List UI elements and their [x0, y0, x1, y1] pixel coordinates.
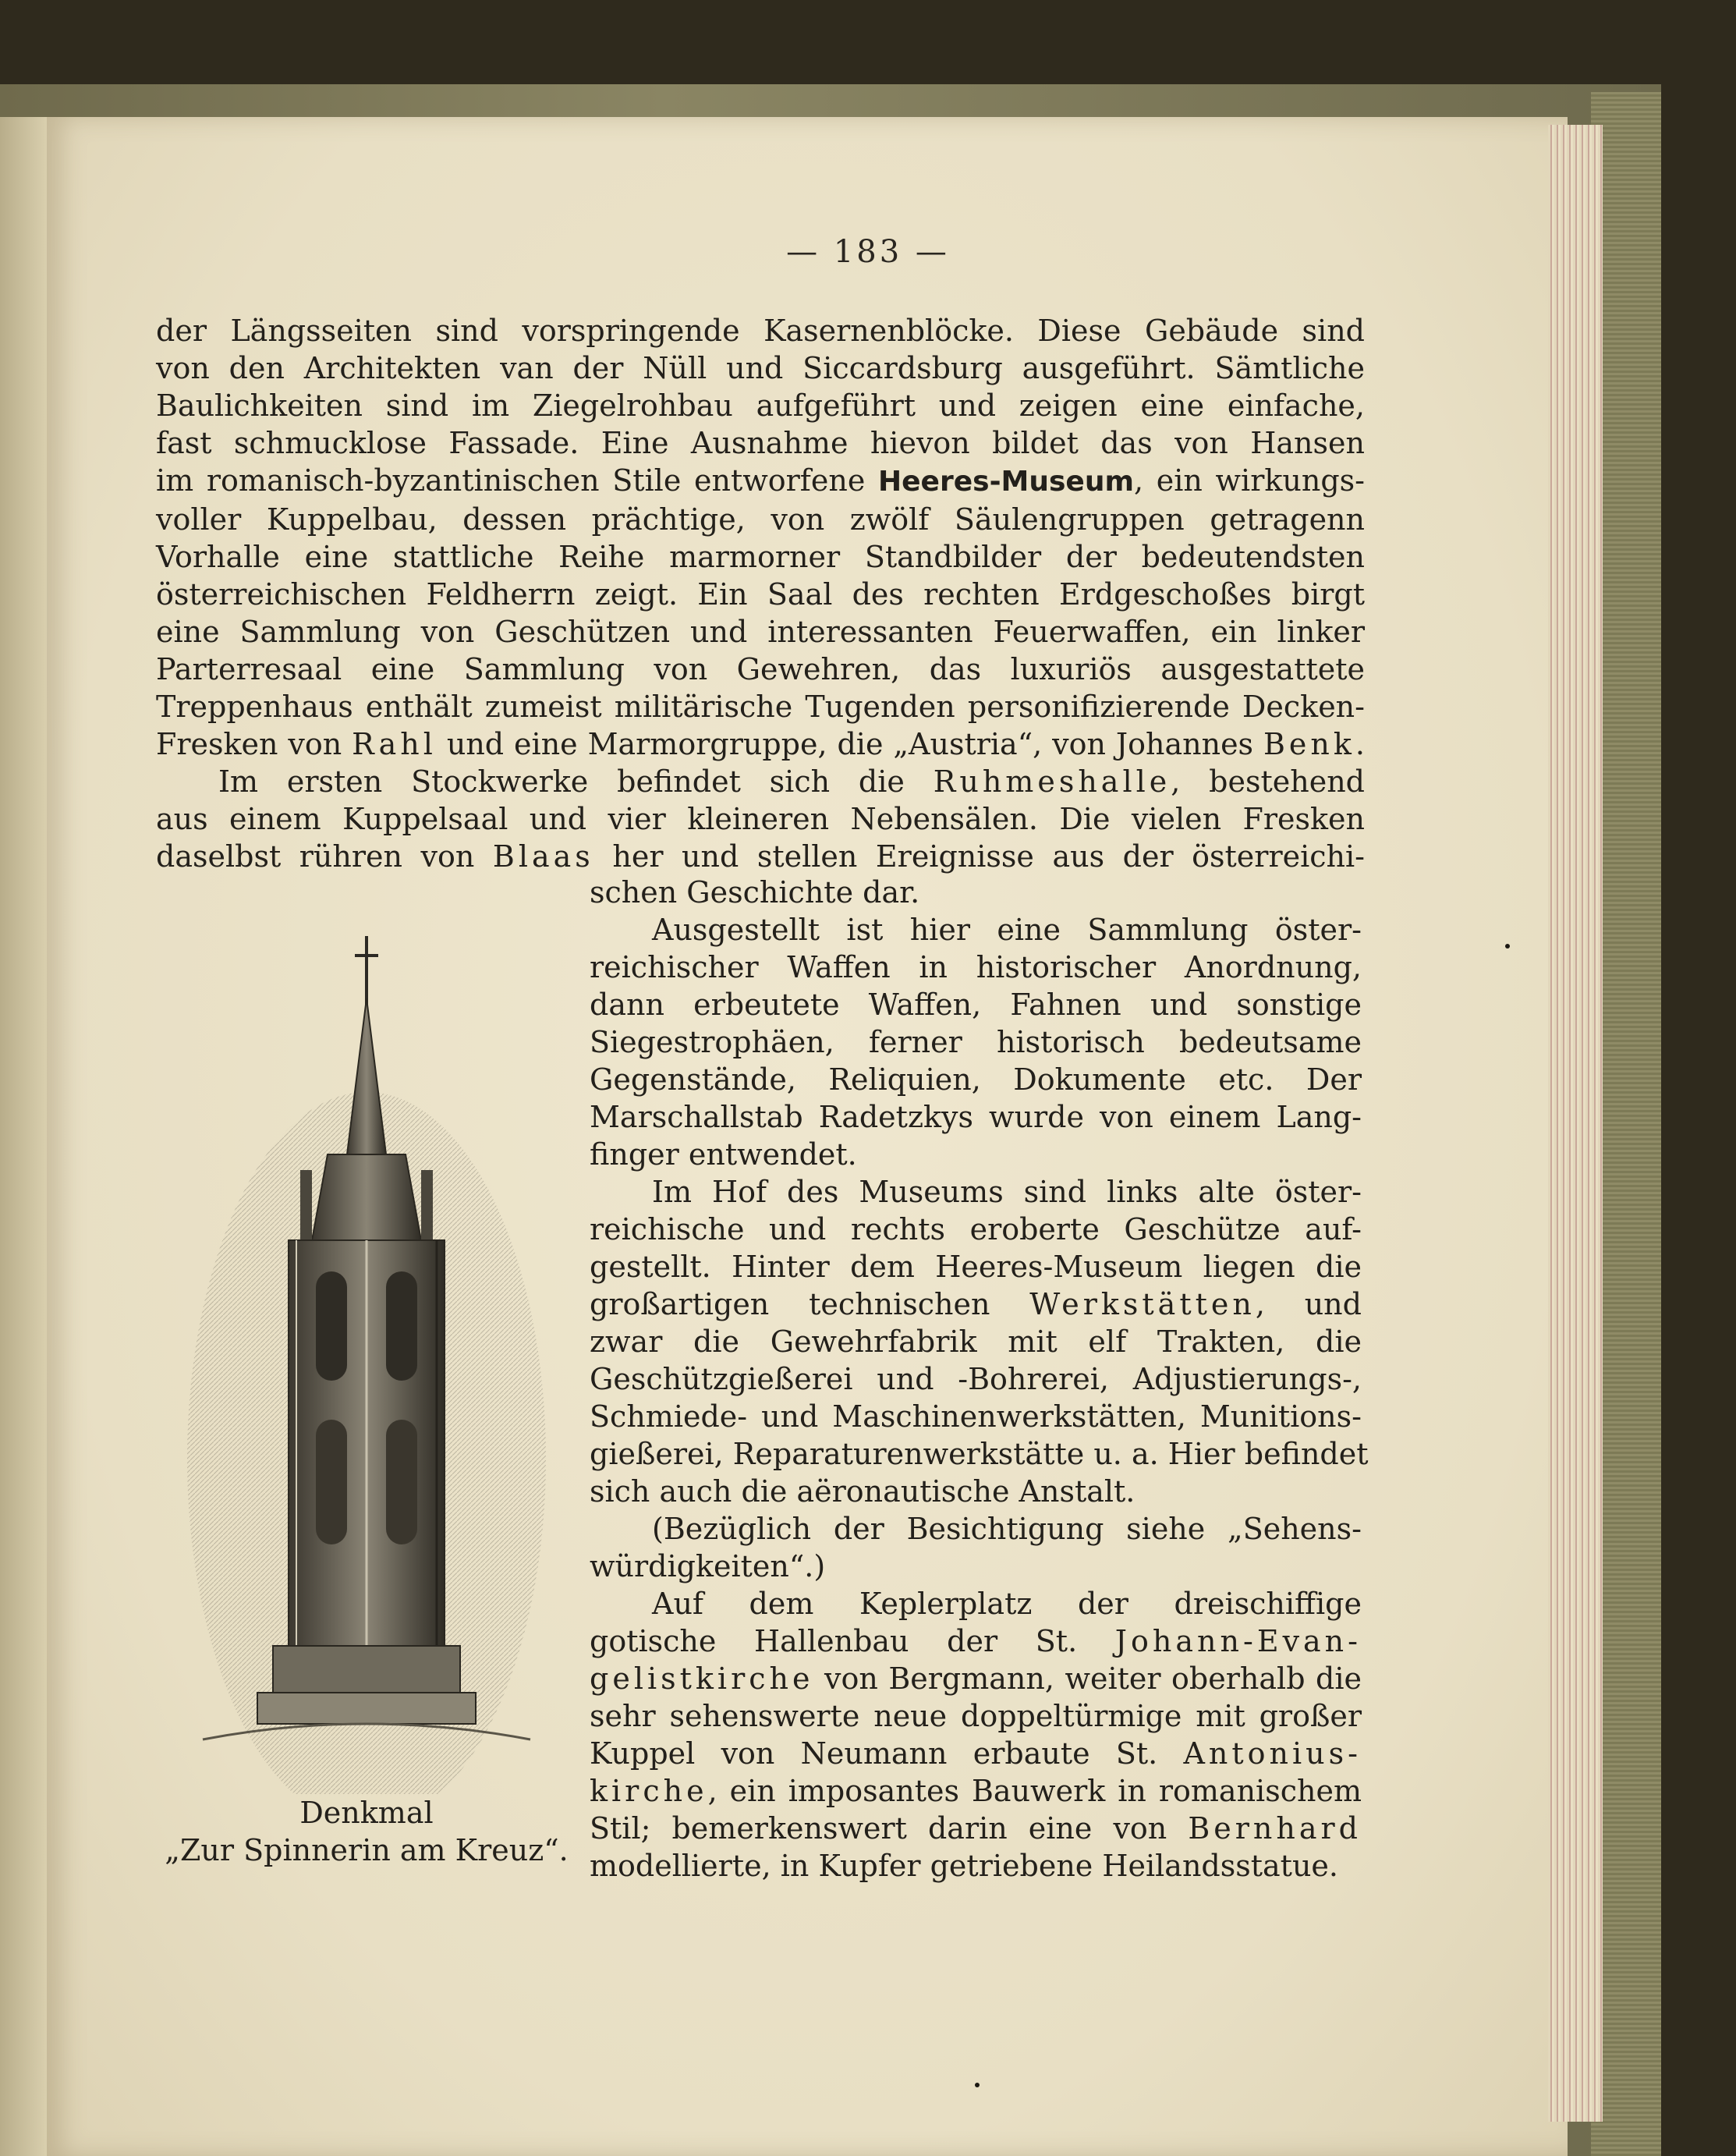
text-line: zwar die Gewehrfabrik mit elf Trakten, die	[590, 1324, 1362, 1359]
text-line: fast schmucklose Fassade. Eine Ausnahme hievon bildet das von Hansen	[156, 426, 1365, 460]
term-antonius: Antonius-	[1183, 1736, 1362, 1771]
text-line: sehr sehenswerte neue doppeltürmige mit großer	[590, 1699, 1362, 1733]
text-line	[156, 763, 1365, 800]
text-line: schen Geschichte dar.	[590, 875, 920, 910]
text-run: und eine Marmorgruppe, die „Austria“, von Johannes	[436, 727, 1263, 761]
text-run: .	[1355, 727, 1365, 761]
text-line	[590, 1735, 1362, 1772]
text-line: von den Architekten van der Nüll und Siccardsburg ausgeführt. Sämtliche	[156, 351, 1365, 385]
text-line	[590, 1660, 1362, 1697]
name-bernhard: Bernhard	[1188, 1811, 1362, 1846]
term-werkstaetten: Werkstätten	[1029, 1287, 1256, 1321]
text-line: reichische und rechts eroberte Geschütze auf-	[590, 1212, 1362, 1246]
text-run: Im ersten Stockwerke befindet sich die	[218, 764, 934, 799]
text-line: Auf dem Keplerplatz der dreischiffige	[652, 1587, 1362, 1621]
page-edges	[1548, 125, 1603, 2122]
text-run: , bestehend	[1171, 764, 1365, 799]
text-run: Kuppel von Neumann erbaute St.	[590, 1736, 1184, 1771]
text-run: Fresken von	[156, 727, 353, 761]
text-run: , ein wirkungs-	[1133, 463, 1365, 498]
text-line	[590, 1285, 1362, 1323]
text-line: gestellt. Hinter dem Heeres-Museum liegen die	[590, 1250, 1362, 1284]
text-run: im romanisch-byzantinischen Stile entworfene	[156, 463, 879, 498]
text-line: Im Hof des Museums sind links alte öster-	[652, 1175, 1362, 1209]
text-line: würdigkeiten“.)	[590, 1549, 826, 1583]
text-line: Vorhalle eine stattliche Reihe marmorner Standbilder der bedeutendsten	[156, 540, 1365, 574]
paper-speck	[1505, 944, 1510, 949]
text-run: Stil; bemerkenswert darin eine von	[590, 1811, 1189, 1846]
text-run: her und stellen Ereignisse aus der österreichi-	[593, 839, 1366, 874]
caption-line-2: „Zur Spinnerin am Kreuz“.	[165, 1833, 569, 1867]
text-line: Siegestrophäen, ferner historisch bedeutsame	[590, 1025, 1362, 1059]
text-line: Marschallstab Radetzkys wurde von einem Lang-	[590, 1100, 1362, 1134]
text-run: gotische Hallenbau der St.	[590, 1624, 1115, 1658]
text-run: , ein imposantes Bauwerk in romanischem	[707, 1774, 1362, 1808]
text-line: (Bezüglich der Besichtigung siehe „Sehens-	[652, 1512, 1362, 1546]
text-line: der Längsseiten sind vorspringende Kasernenblöcke. Diese Gebäude sind	[156, 314, 1365, 348]
text-line: gießerei, Reparaturenwerkstätte u. a. Hier befindet	[590, 1437, 1369, 1471]
text-line: sich auch die aëronautische Anstalt.	[590, 1474, 1135, 1509]
text-line: reichischer Waffen in historischer Anordnung,	[590, 950, 1362, 984]
text-line	[590, 1772, 1362, 1810]
text-line	[590, 1810, 1362, 1847]
paper-speck	[975, 2083, 980, 2087]
heeres-museum-heading: Heeres-Museum	[878, 466, 1134, 498]
column-text	[590, 874, 1369, 1885]
text-line: finger entwendet.	[590, 1137, 857, 1172]
term-johann-evan: Johann-Evan-	[1114, 1624, 1362, 1658]
name-blaas: Blaas	[492, 839, 594, 874]
caption-line-1: Denkmal	[299, 1796, 434, 1830]
text-line: voller Kuppelbau, dessen prächtige, von zwölf Säulengruppen getragenn	[156, 502, 1365, 537]
text-line: modellierte, in Kupfer getriebene Heilandsstatue.	[590, 1849, 1338, 1883]
text-line: Ausgestellt ist hier eine Sammlung öster-	[652, 913, 1362, 947]
text-line: eine Sammlung von Geschützen und interessanten Feuerwaffen, ein linker	[156, 615, 1365, 649]
term-kirche: kirche	[590, 1774, 708, 1808]
text-line: Gegenstände, Reliquien, Dokumente etc. Der	[590, 1062, 1362, 1097]
term-ruhmeshalle: Ruhmeshalle	[933, 764, 1171, 799]
text-line: Schmiede- und Maschinenwerkstätten, Munitions-	[590, 1399, 1362, 1434]
text-line: dann erbeutete Waffen, Fahnen und sonstige	[590, 988, 1362, 1022]
text-run: daselbst rühren von	[156, 839, 493, 874]
text-line: aus einem Kuppelsaal und vier kleineren Nebensälen. Die vielen Fresken	[156, 802, 1365, 836]
text-line: österreichischen Feldherrn zeigt. Ein Saal des rechten Erdgeschoßes birgt	[156, 577, 1365, 612]
facing-page-edge	[0, 117, 47, 2156]
monument-illustration	[172, 913, 562, 1794]
full-width-text	[156, 312, 1365, 875]
text-line: Parterresaal eine Sammlung von Gewehren, das luxuriös ausgestattete	[156, 652, 1365, 686]
text-line	[156, 838, 1365, 875]
text-line	[590, 1622, 1362, 1660]
text-line: Baulichkeiten sind im Ziegelrohbau aufgeführt und zeigen eine einfache,	[156, 388, 1365, 423]
text-run: großartigen technischen	[590, 1287, 1030, 1321]
term-gelistkirche: gelistkirche	[590, 1661, 814, 1696]
text-line	[156, 462, 1365, 501]
text-run: von Bergmann, weiter oberhalb die	[813, 1661, 1362, 1696]
text-run: , und	[1255, 1287, 1362, 1321]
name-rahl: Rahl	[352, 727, 437, 761]
name-benk: Benk	[1263, 727, 1355, 761]
text-line: Treppenhaus enthält zumeist militärische Tugenden personifizierende Decken-	[156, 690, 1365, 724]
text-line	[156, 725, 1365, 763]
page-number: — 183 —	[786, 234, 950, 270]
text-line: Geschützgießerei und -Bohrerei, Adjustierungs-,	[590, 1362, 1362, 1396]
